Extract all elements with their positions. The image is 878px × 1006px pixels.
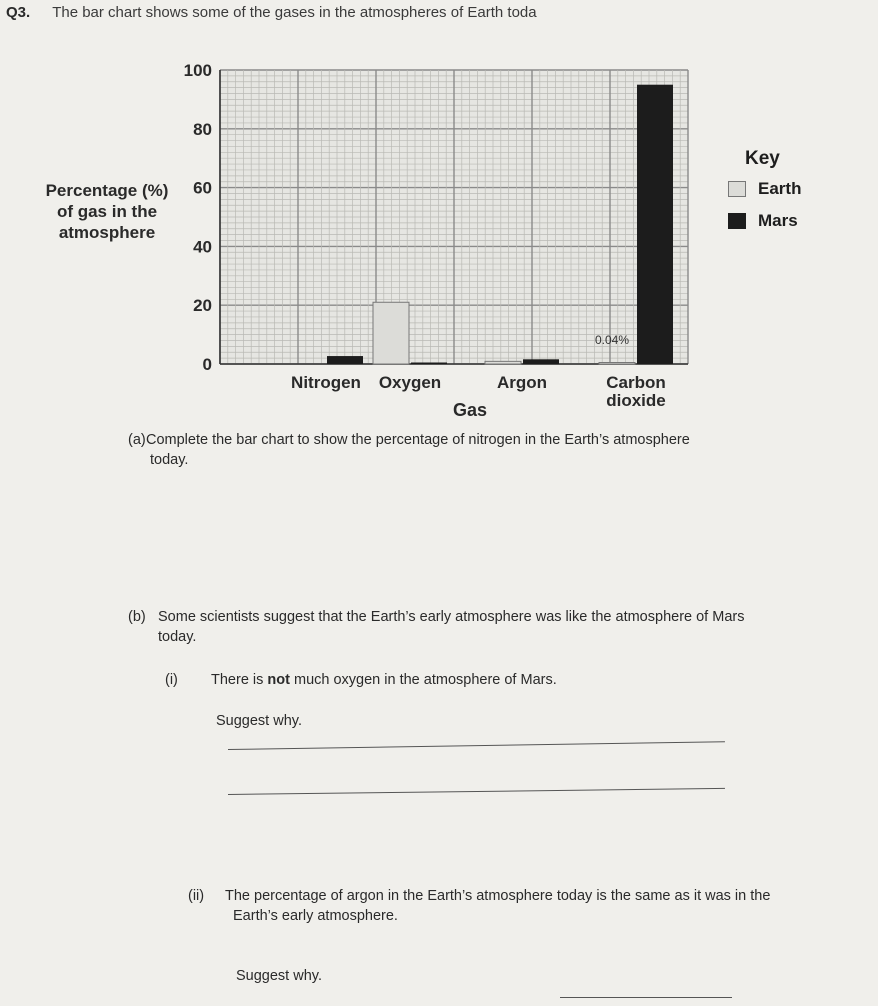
answer-line-2[interactable] [228,788,725,795]
part-b-i-text [211,670,557,690]
part-b-i-text-start: There is [211,672,268,688]
part-b-i-label: (i) [165,672,178,688]
legend-item-earth [728,179,801,199]
y-tick-label: 20 [193,296,212,316]
y-tick-label: 60 [193,178,212,198]
part-a-line-1: Complete the bar chart to show the percentage of nitrogen in the Earth’s atmosphere [146,432,690,448]
chart-annotations [595,333,629,347]
bar-mars-nitrogen [327,356,363,364]
question-intro [6,4,537,21]
bar-mars-oxygen [411,363,447,365]
category-label: Argon [496,373,548,392]
part-b-i-prompt: Suggest why. [216,713,302,729]
part-b-ii-text [225,886,855,926]
part-b-ii-prompt: Suggest why. [236,968,322,984]
y-tick-label: 0 [202,355,212,374]
x-axis-label: Gas [452,400,488,420]
bar-earth-carbon-dioxide [599,363,635,365]
bar-earth-argon [485,361,521,364]
legend-label-mars: Mars [758,211,798,230]
part-b-ii-line-1: The percentage of argon in the Earth’s atmosphere today is the same as it was in the [225,888,771,904]
part-b-i-emphasis: not [267,672,290,688]
part-b-i-text-end: much oxygen in the atmosphere of Mars. [289,672,557,688]
part-a-text [146,430,846,470]
bar-earth-oxygen [373,302,409,364]
category-label: Oxygen [378,373,442,392]
y-tick-label: 80 [193,119,212,139]
question-intro-text: The bar chart shows some of the gases in the atmospheres of Earth toda [52,4,537,21]
y-tick-label: 40 [193,237,212,257]
chart-ticks [184,61,212,374]
legend-item-mars [728,211,798,231]
bar-mars-carbon-dioxide [637,85,673,364]
answer-line-1[interactable] [228,741,725,750]
part-a-label: (a) [128,432,146,448]
y-axis-label-line-3: atmosphere [58,223,156,242]
part-b-ii-line-2: Earth’s early atmosphere. [233,908,398,924]
chart-grid [220,70,688,364]
legend-swatch-mars [728,213,746,229]
question-number: Q3. [6,4,31,21]
annotation-earth-co2: 0.04% [594,332,630,347]
part-b-text [158,607,868,647]
category-label: dioxide [606,391,666,410]
legend-label-earth: Earth [758,179,802,198]
category-label: Carbon [606,373,666,392]
y-axis-label-line-2: of gas in the [56,202,158,221]
part-a-line-2: today. [150,452,189,468]
legend-swatch-earth [728,181,746,197]
part-b-line-1: Some scientists suggest that the Earth’s early atmosphere was like the atmosphere of Mars [158,609,745,625]
part-b-line-2: today. [158,629,197,645]
bar-mars-argon [523,359,559,364]
category-label: Nitrogen [291,373,361,392]
answer-line-3[interactable] [560,997,732,998]
y-tick-label: 100 [183,61,212,80]
y-axis-label-line-1: Percentage (%) [45,181,169,200]
part-b-label: (b) [128,609,146,625]
part-b-ii-label: (ii) [188,888,205,904]
legend-title: Key [745,148,780,169]
